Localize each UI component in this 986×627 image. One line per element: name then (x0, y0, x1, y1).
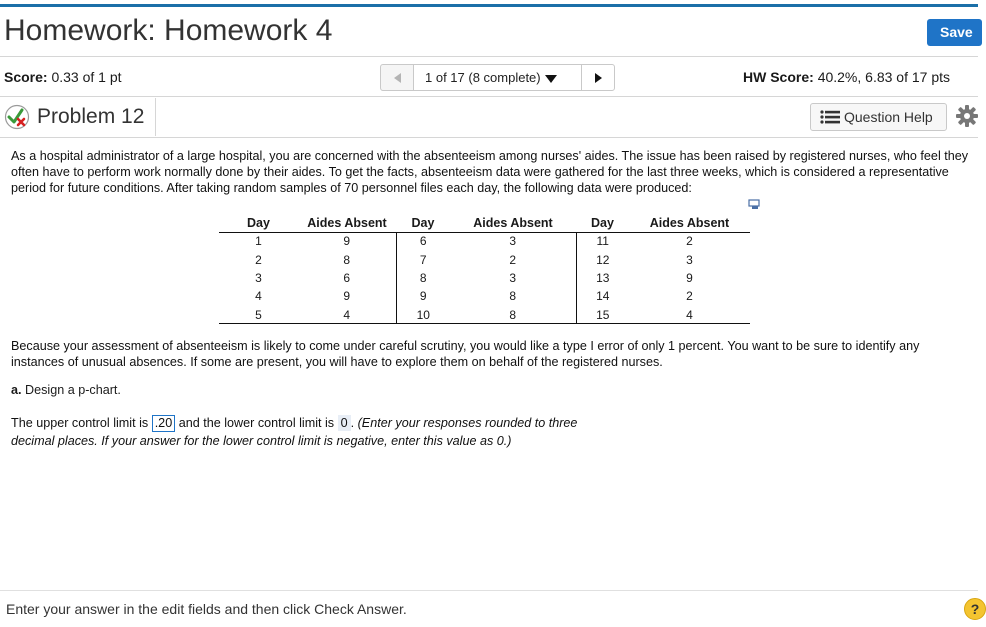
table-cell: 5 (219, 306, 298, 324)
divider (0, 590, 978, 591)
problem-statement: As a hospital administrator of a large hospital, you are concerned with the absenteeism among nurses' aides. The issue has been raised by registered nurses, who feel they often have to perform work normally done by their aides. To get the facts, absenteeism data were gathered for the last three weeks, which is considered a representative period for future conditions. After taking random samples of 70 personnel files each day, the following data were produced: (11, 149, 969, 195)
table-cell: 4 (629, 306, 750, 324)
hw-score-display (743, 69, 950, 85)
gear-icon[interactable] (956, 105, 978, 127)
part-a-text: Design a p-chart. (25, 383, 121, 397)
column-header: Day (396, 214, 450, 232)
column-header: Aides Absent (629, 214, 750, 232)
table-cell: 6 (343, 270, 351, 285)
table-cell: 2 (509, 252, 517, 267)
help-icon[interactable]: ? (964, 598, 986, 620)
column-header: Day (219, 214, 298, 232)
hw-score-label: HW Score: (743, 69, 814, 85)
divider (0, 96, 978, 97)
page-title: Homework: Homework 4 (4, 14, 333, 47)
table-cell: 2 (255, 252, 262, 267)
table-cell: 2 (686, 234, 693, 249)
problem-title: Problem 12 (37, 105, 145, 128)
table-cell: 7 (396, 250, 450, 268)
table-cell: 10 (396, 306, 450, 324)
question-help-label: Question Help (844, 109, 933, 125)
table-cell: 14 (576, 287, 629, 305)
save-button[interactable]: Save (927, 19, 982, 46)
top-accent-rule (0, 4, 978, 7)
column-header: Aides Absent (298, 214, 396, 232)
table-header-row (219, 214, 750, 232)
list-icon (820, 110, 840, 124)
table-row (219, 250, 750, 268)
table-cell: 9 (343, 234, 351, 249)
partial-credit-icon (4, 104, 30, 130)
question-navigator (380, 64, 615, 91)
answer-instructions: (Enter your responses rounded to three decimal places. If your answer for the lower control limit is negative, enter this value as 0.) (11, 416, 578, 448)
divider (0, 137, 978, 138)
table-cell: 13 (576, 269, 629, 287)
score-value: 0.33 of 1 pt (51, 69, 122, 85)
answer-section (11, 414, 591, 450)
table-cell: 9 (686, 270, 693, 285)
table-cell: 3 (255, 270, 262, 285)
question-help-button[interactable] (810, 103, 947, 131)
table-cell: 1 (255, 234, 262, 249)
answer-suffix: . (350, 416, 355, 430)
question-selector-dropdown[interactable] (414, 64, 581, 91)
score-label: Score: (4, 69, 48, 85)
table-cell: 3 (686, 252, 693, 267)
caret-down-icon (545, 75, 557, 83)
table-cell: 11 (576, 232, 629, 250)
table-cell: 4 (298, 306, 396, 324)
table-cell: 8 (509, 289, 517, 304)
table-cell: 3 (509, 270, 517, 285)
column-header: Day (576, 214, 629, 232)
score-display (4, 69, 122, 85)
column-header: Aides Absent (450, 214, 576, 232)
divider (155, 98, 156, 136)
problem-context: Because your assessment of absenteeism is likely to come under careful scrutiny, you would like a type I error of only 1 percent. You want to be sure to identify any instances of unusual absences. If some are present, you will have to explore them on behalf of the registered nurses. (11, 339, 920, 369)
table-cell: 6 (396, 232, 450, 250)
copy-to-clipboard-icon[interactable] (748, 199, 761, 210)
next-question-button[interactable] (581, 64, 615, 91)
table-row (219, 287, 750, 305)
table-row (219, 269, 750, 287)
table-cell: 12 (576, 250, 629, 268)
footer-instruction: Enter your answer in the edit fields and then click Check Answer. (6, 601, 407, 617)
question-position: 1 of 17 (8 complete) (425, 70, 541, 85)
answer-prefix: The upper control limit is (11, 416, 149, 430)
absenteeism-data-table (219, 214, 750, 324)
previous-question-button[interactable] (380, 64, 414, 91)
table-cell: 4 (255, 289, 262, 304)
table-cell: 8 (450, 306, 576, 324)
answer-mid: and the lower control limit is (178, 416, 335, 430)
table-cell: 9 (396, 287, 450, 305)
table-cell: 8 (343, 252, 351, 267)
lower-control-limit-field[interactable]: 0 (338, 415, 351, 431)
hw-score-value: 40.2%, 6.83 of 17 pts (817, 69, 951, 85)
table-cell: 9 (343, 289, 351, 304)
table-cell: 3 (509, 234, 517, 249)
part-a-prompt (11, 383, 121, 397)
divider (0, 56, 978, 57)
upper-control-limit-field[interactable]: .20 (152, 415, 176, 432)
table-cell: 8 (396, 269, 450, 287)
table-row (219, 306, 750, 324)
table-cell: 2 (686, 289, 693, 304)
part-a-label: a. (11, 383, 22, 397)
table-cell: 15 (576, 306, 629, 324)
table-row (219, 232, 750, 250)
